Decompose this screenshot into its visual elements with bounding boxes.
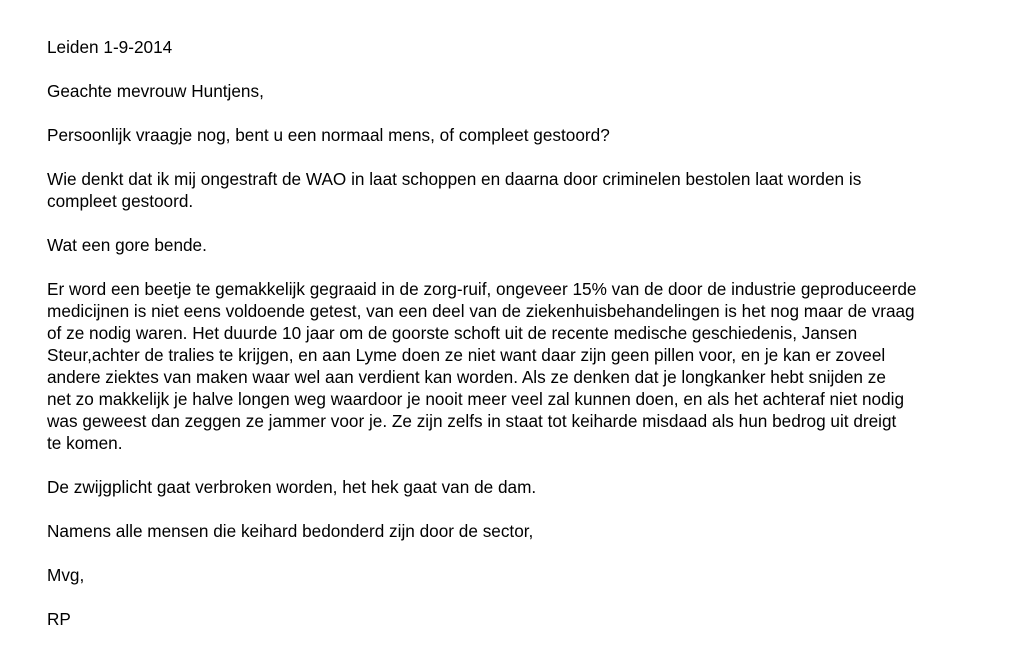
salutation: Geachte mevrouw Huntjens, xyxy=(47,81,264,101)
paragraph-5: De zwijgplicht gaat verbroken worden, het hek gaat van de dam. xyxy=(47,477,537,497)
letter-body xyxy=(47,36,982,630)
paragraph-4: Er word een beetje te gemakkelijk gegraaid in de zorg-ruif, ongeveer 15% van de door de industrie geproduceerde medicijnen is niet eens voldoende getest, van een deel van de ziekenhuisbehandelingen is het nog maar de vraag of ze nodig waren. Het duurde 10 jaar om de goorste schoft uit de recente medische geschiedenis, Jansen Steur,achter de tralies te krijgen, en aan Lyme doen ze niet want daar zijn geen pillen voor, en je kan er zoveel andere ziektes van maken waar wel aan verdient kan worden. Als ze denken dat je longkanker hebt snijden ze net zo makkelijk je halve longen weg waardoor je nooit meer veel zal kunnen doen, en als het achteraf niet nodig was geweest dan zeggen ze jammer voor je. Ze zijn zelfs in staat tot keiharde misdaad als hun bedrog uit dreigt te komen. xyxy=(47,279,917,453)
closing: Mvg, xyxy=(47,565,85,585)
place-date: Leiden 1-9-2014 xyxy=(47,37,173,57)
signature: RP xyxy=(47,609,71,629)
paragraph-6: Namens alle mensen die keihard bedonderd zijn door de sector, xyxy=(47,521,534,541)
paragraph-1: Persoonlijk vraagje nog, bent u een normaal mens, of compleet gestoord? xyxy=(47,125,610,145)
paragraph-2: Wie denkt dat ik mij ongestraft de WAO in laat schoppen en daarna door criminelen bestolen laat worden is compleet gestoord. xyxy=(47,169,862,211)
paragraph-3: Wat een gore bende. xyxy=(47,235,207,255)
